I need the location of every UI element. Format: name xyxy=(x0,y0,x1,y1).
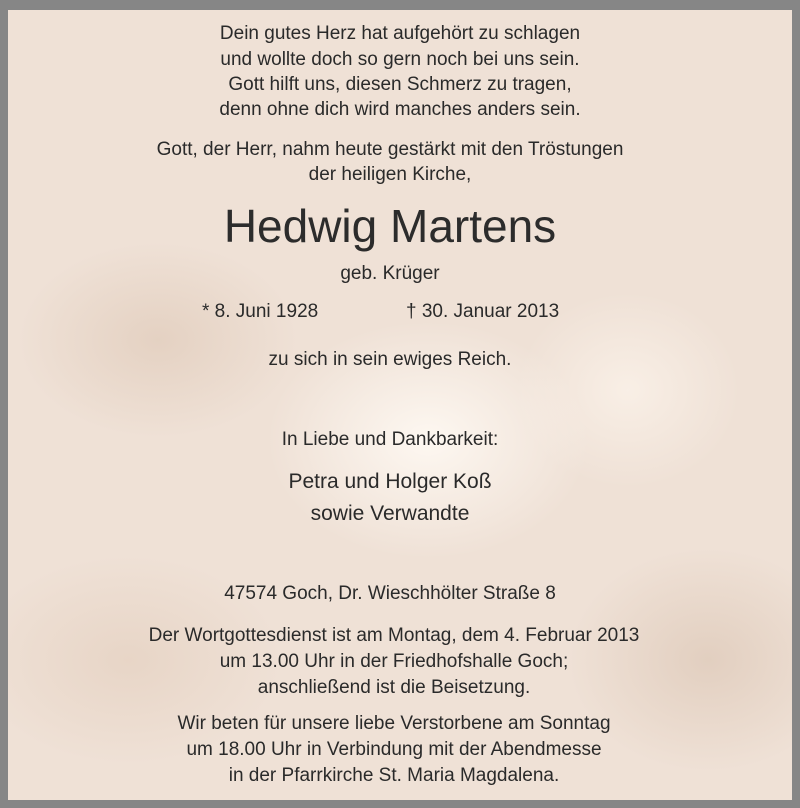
mass-line: in der Pfarrkirche St. Maria Magdalena. xyxy=(228,765,560,786)
intro-line: Gott, der Herr, nahm heute gestärkt mit den Tröstungen xyxy=(156,139,624,160)
death-date: † 30. Januar 2013 xyxy=(406,301,560,322)
birth-date: * 8. Juni 1928 xyxy=(202,301,319,322)
outro-line: zu sich in sein ewiges Reich. xyxy=(268,349,512,370)
mourner-line: Petra und Holger Koß xyxy=(288,470,492,493)
maiden-name: geb. Krüger xyxy=(340,263,440,284)
address: 47574 Goch, Dr. Wieschhölter Straße 8 xyxy=(224,583,556,604)
mass-line: Wir beten für unsere liebe Verstorbene am Sonntag xyxy=(177,713,611,734)
mourners-heading: In Liebe und Dankbarkeit: xyxy=(281,429,499,450)
mourner-line: sowie Verwandte xyxy=(310,502,470,525)
obituary-notice xyxy=(8,10,792,800)
service-line: Der Wortgottesdienst ist am Montag, dem 4. Februar 2013 xyxy=(148,625,640,646)
verse-line: Gott hilft uns, diesen Schmerz zu tragen, xyxy=(228,74,572,95)
service-line: um 13.00 Uhr in der Friedhofshalle Goch; xyxy=(219,651,569,672)
mass-line: um 18.00 Uhr in Verbindung mit der Abendmesse xyxy=(186,739,602,760)
deceased-name: Hedwig Martens xyxy=(223,200,557,252)
service-line: anschließend ist die Beisetzung. xyxy=(257,677,531,698)
verse-line: denn ohne dich wird manches anders sein. xyxy=(219,99,581,120)
intro-line: der heiligen Kirche, xyxy=(308,164,472,185)
verse-line: und wollte doch so gern noch bei uns sein. xyxy=(220,49,580,70)
verse-line: Dein gutes Herz hat aufgehört zu schlagen xyxy=(219,23,581,44)
